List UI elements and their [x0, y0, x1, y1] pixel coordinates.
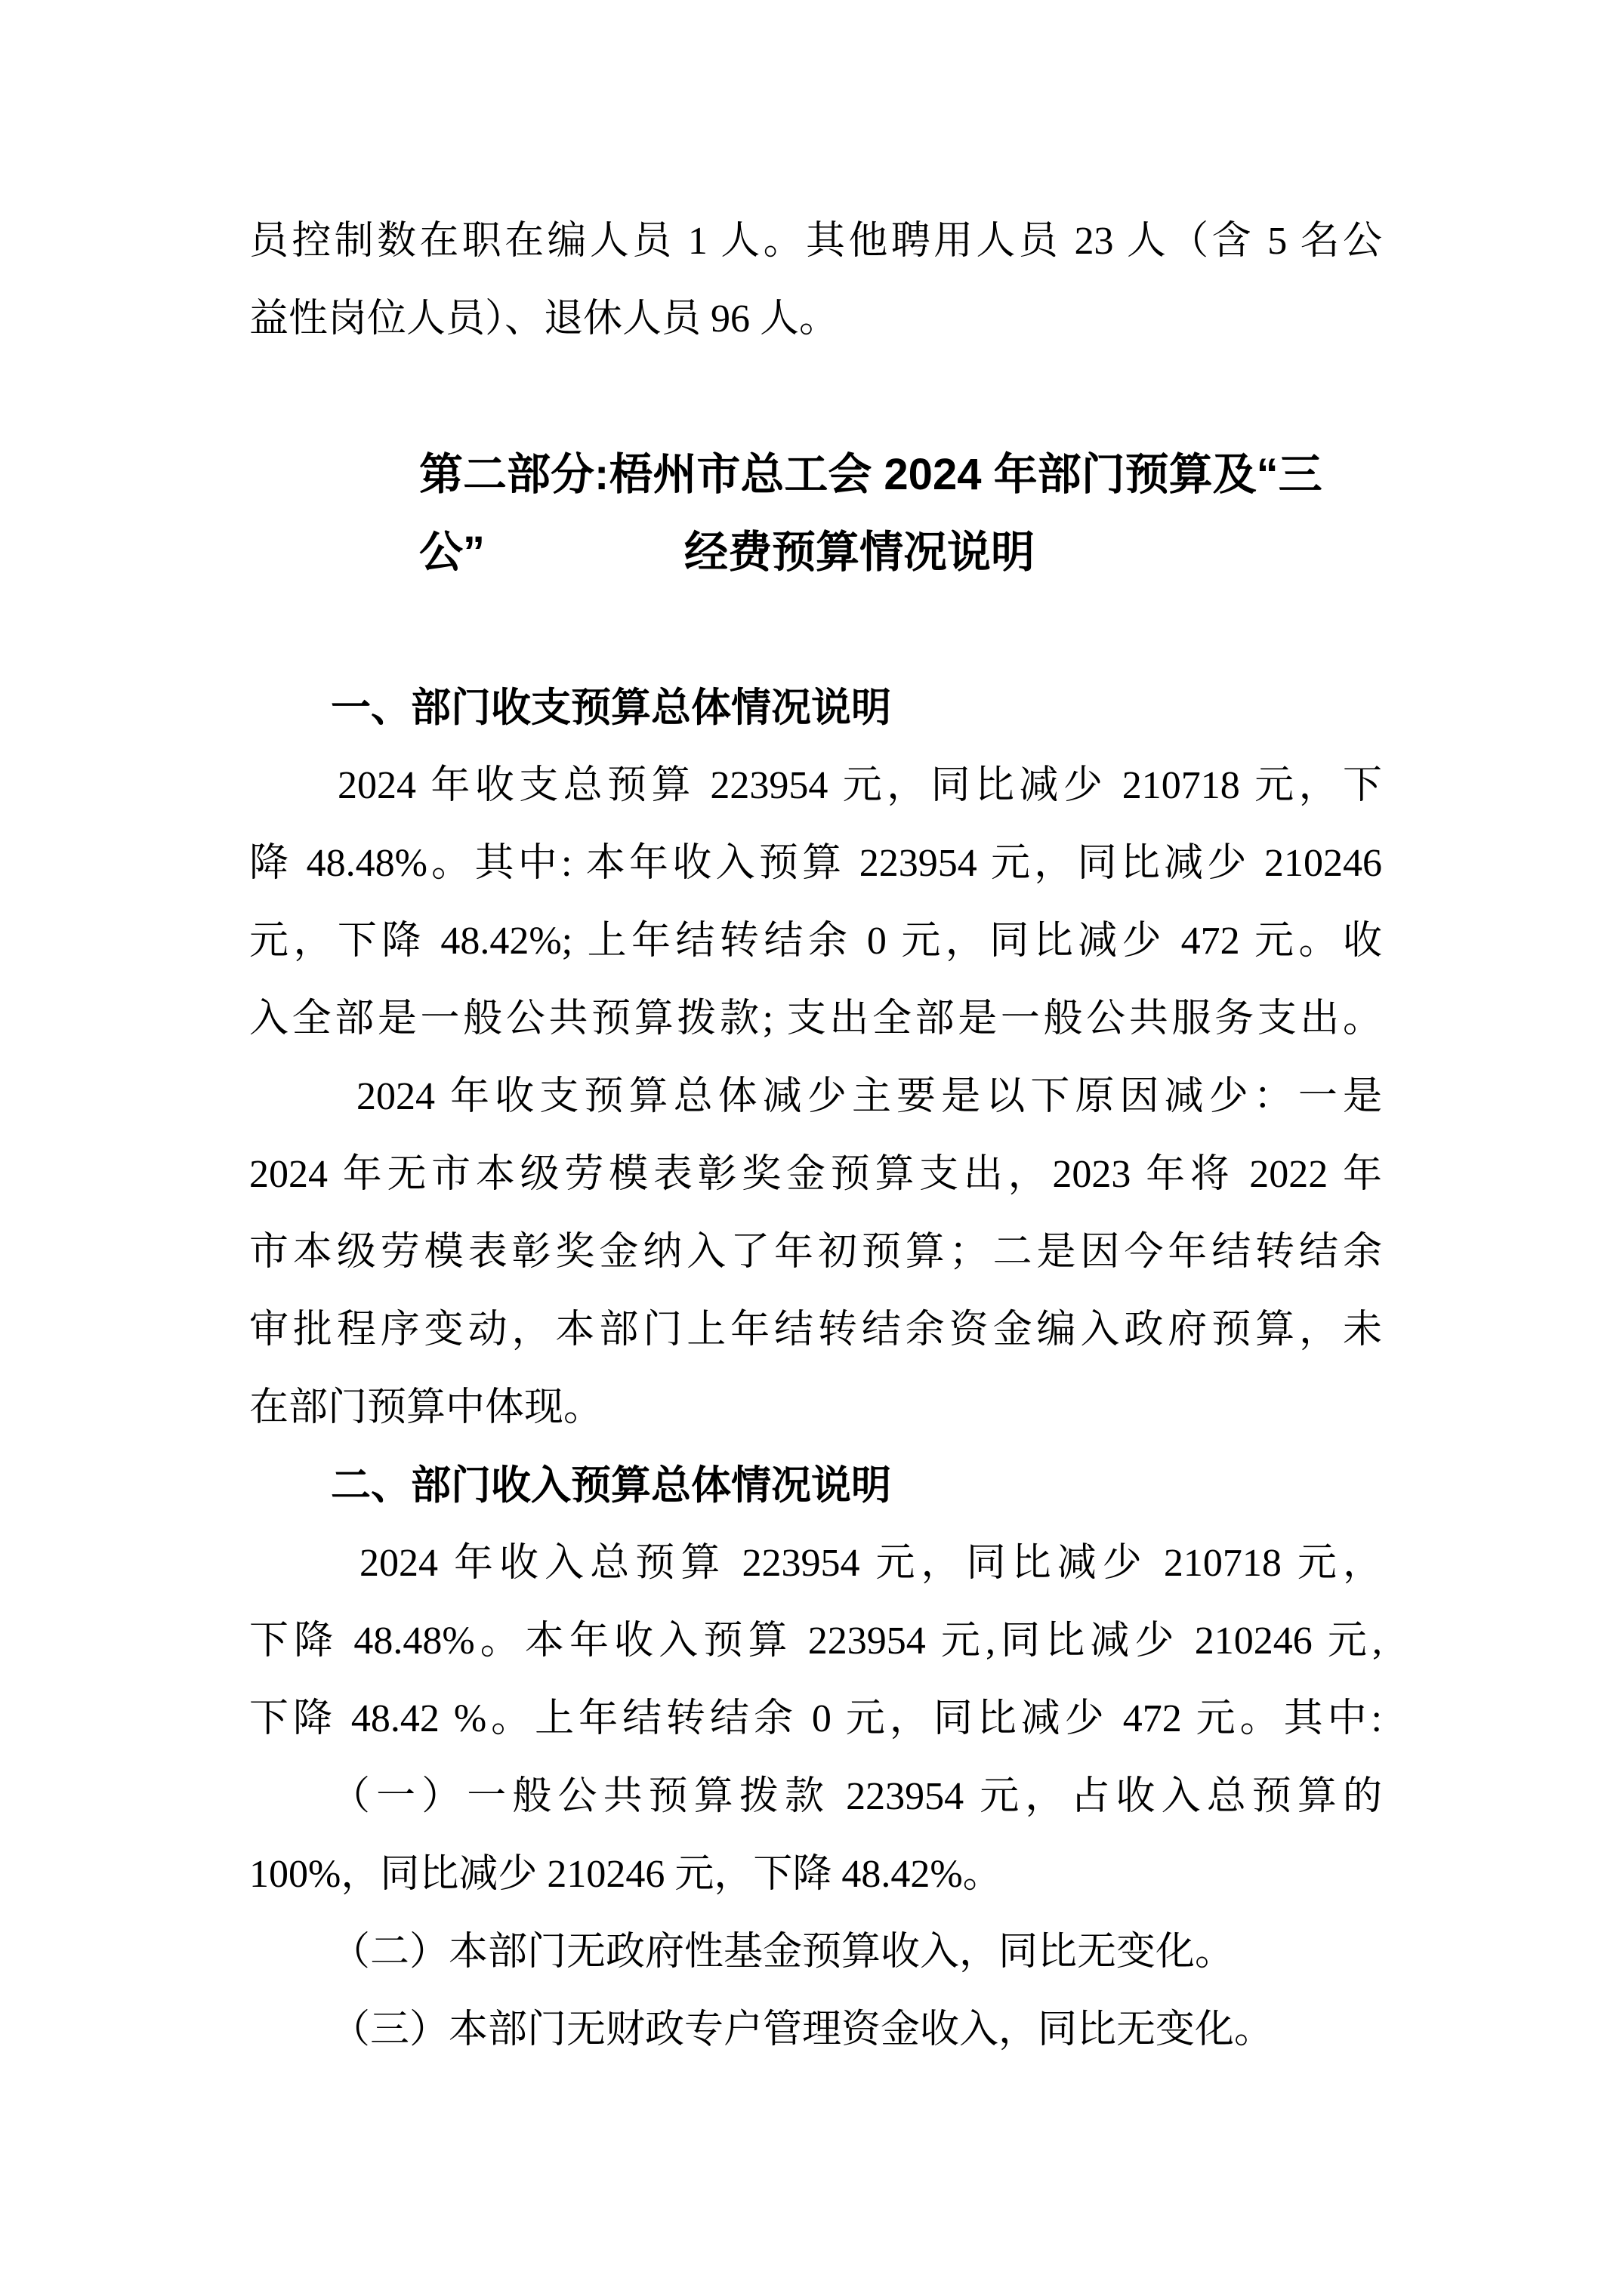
body-line: 在部门预算中体现。	[249, 1386, 603, 1429]
body-line: 员控制数在职在编人员 1 人。其他聘用人员 23 人（含 5 名公	[249, 220, 1382, 263]
part2-title-line-1: 第二部分:梧州市总工会 2024 年部门预算及“三公”	[419, 450, 1322, 577]
body-line: 100%，同比减少 210246 元，下降 48.42%。	[249, 1853, 1002, 1896]
body-line: 2024 年收支预算总体减少主要是以下原因减少：一是	[356, 1075, 1382, 1118]
body-line: 2024 年收支总预算 223954 元，同比减少 210718 元，下	[338, 764, 1382, 807]
body-line: 市本级劳模表彰奖金纳入了年初预算；二是因今年结转结余	[249, 1231, 1382, 1274]
body-line: 降 48.48%。其中: 本年收入预算 223954 元，同比减少 210246	[249, 842, 1382, 885]
body-line: 下降 48.42 %。上年结转结余 0 元，同比减少 472 元。其中:	[249, 1697, 1382, 1740]
body-line: 入全部是一般公共预算拨款; 支出全部是一般公共服务支出。	[249, 997, 1382, 1040]
body-line: 下降 48.48%。本年收入预算 223954 元,同比减少 210246 元,	[249, 1620, 1382, 1663]
blank-line	[249, 591, 1382, 669]
body-line: （三）本部门无财政专户管理资金收入，同比无变化。	[331, 2008, 1274, 2051]
section2-heading: 二、部门收入预算总体情况说明	[331, 1463, 891, 1508]
body-line: 元，下降 48.42%; 上年结转结余 0 元，同比减少 472 元。收	[249, 920, 1382, 963]
part2-title-line-2: 经费预算情况说明	[684, 528, 1035, 577]
body-line: （二）本部门无政府性基金预算收入，同比无变化。	[331, 1931, 1235, 1974]
text-column	[249, 202, 1382, 2069]
body-line: 2024 年收入总预算 223954 元，同比减少 210718 元，	[359, 1542, 1382, 1585]
blank-line	[249, 358, 1382, 436]
body-line: 益性岗位人员）、退休人员 96 人。	[249, 297, 839, 341]
body-line: 审批程序变动，本部门上年结转结余资金编入政府预算，未	[249, 1308, 1382, 1351]
body-line: 2024 年无市本级劳模表彰奖金预算支出，2023 年将 2022 年	[249, 1153, 1382, 1196]
section1-heading: 一、部门收支预算总体情况说明	[331, 686, 891, 730]
body-line: （一）一般公共预算拨款 223954 元，占收入总预算的	[331, 1775, 1382, 1818]
